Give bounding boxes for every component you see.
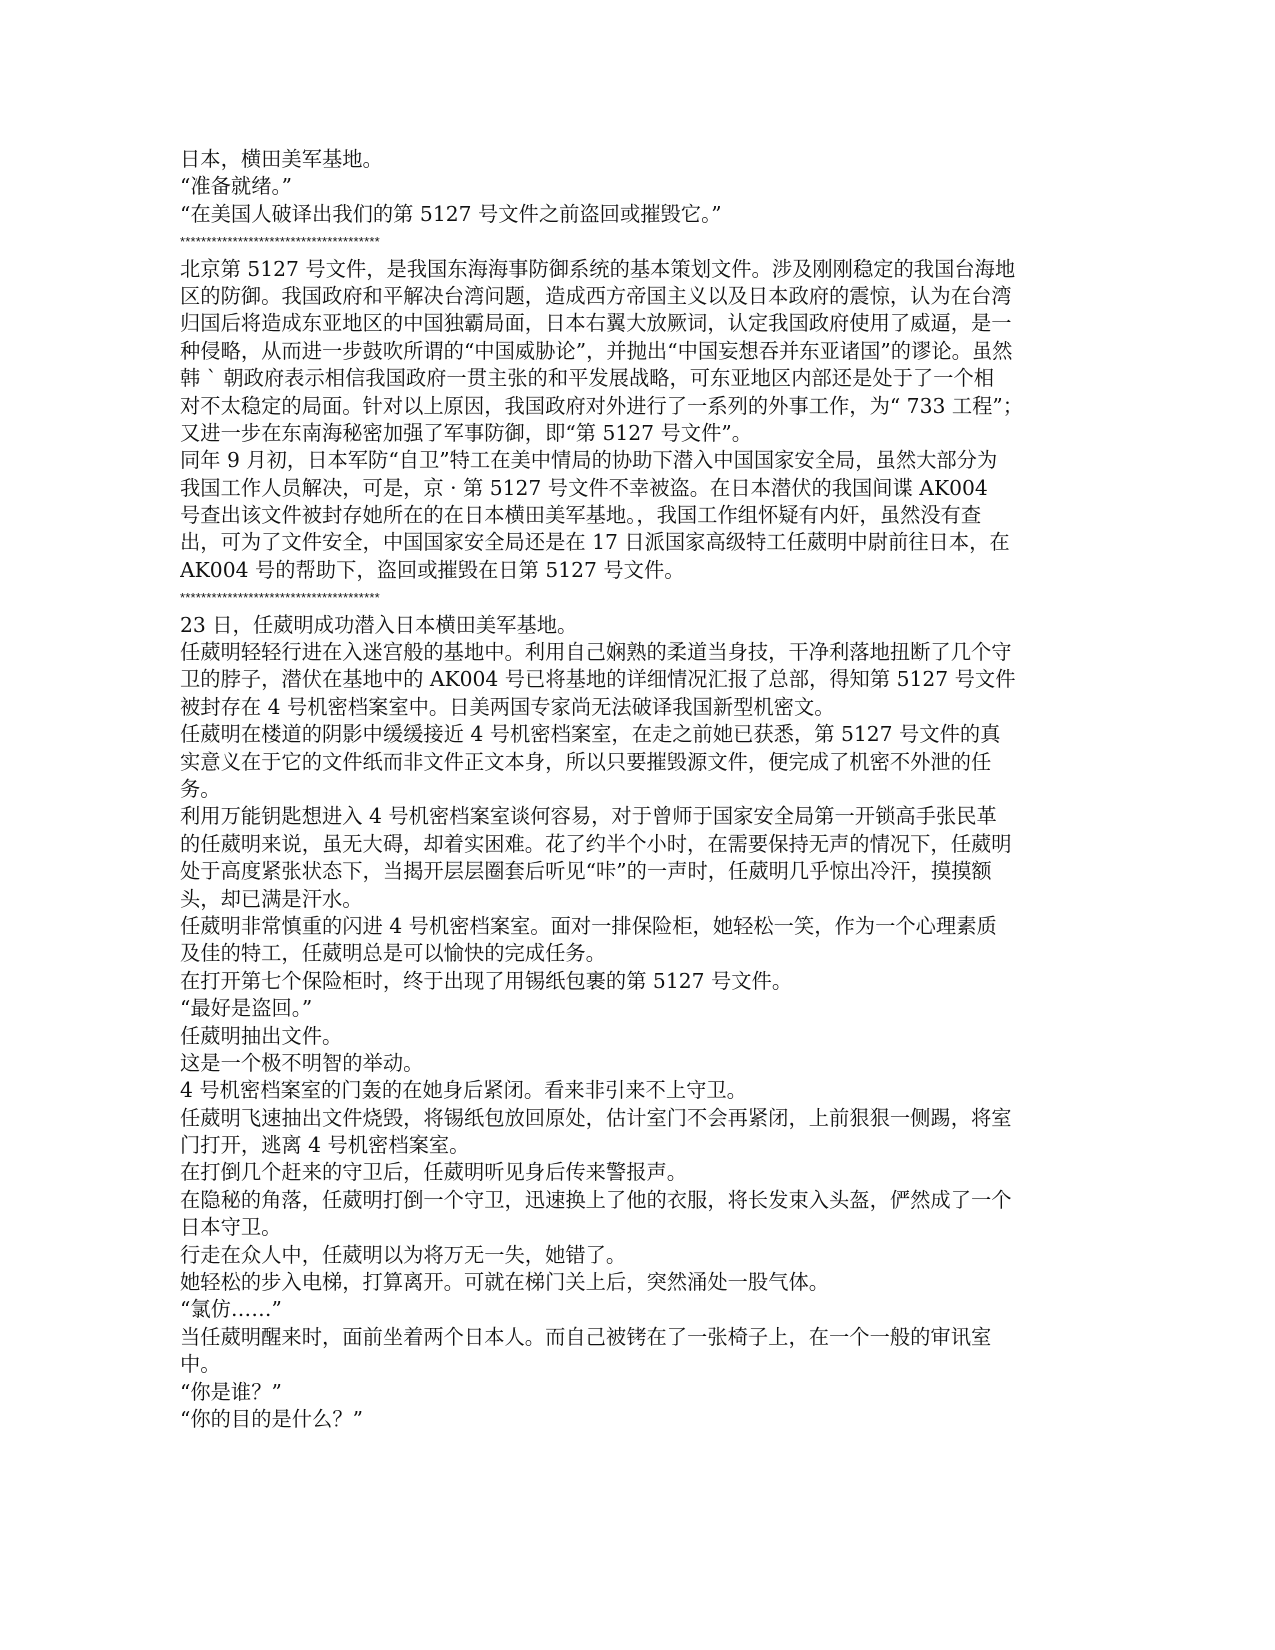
separator-line: ************************************** (180, 234, 380, 250)
text-line: 同年 9 月初，日本军防“自卫”特工在美中情局的协助下潜入中国国家安全局，虽然大部分为 (180, 448, 998, 473)
text-line: 头，却已满是汗水。 (180, 886, 363, 911)
text-line: 种侵略，从而进一步鼓吹所谓的“中国威胁论”，并抛出“中国妄想吞并东亚诸国”的谬论。虽然 (180, 338, 1013, 363)
text-line: 门打开，逃离 4 号机密档案室。 (180, 1133, 470, 1158)
text-line: 这是一个极不明智的举动。 (180, 1050, 424, 1075)
text-line: 实意义在于它的文件纸而非文件正文本身，所以只要摧毁源文件，便完成了机密不外泄的任 (180, 749, 992, 774)
text-line: 利用万能钥匙想进入 4 号机密档案室谈何容易，对于曾师于国家安全局第一开锁高手张民革 (180, 804, 997, 829)
text-line: 又进一步在东南海秘密加强了军事防御，即“第 5127 号文件”。 (180, 420, 752, 445)
text-line: 卫的脖子，潜伏在基地中的 AK004 号已将基地的详细情况汇报了总部，得知第 5127 号文件 (180, 667, 1016, 692)
text-line: 中。 (180, 1352, 221, 1377)
text-line: 日本，横田美军基地。 (180, 147, 383, 171)
text-line: 任葳明非常慎重的闪进 4 号机密档案室。面对一排保险柜，她轻松一笑，作为一个心理素质 (180, 913, 997, 938)
text-line: 当任葳明醒来时，面前坐着两个日本人。而自己被铐在了一张椅子上，在一个一般的审讯室 (180, 1324, 992, 1349)
text-line: 我国工作人员解决，可是，京 · 第 5127 号文件不幸被盗。在日本潜伏的我国间谍 AK004 (180, 475, 988, 500)
text-line: 号查出该文件被封存她所在的在日本横田美军基地。，我国工作组怀疑有内奸，虽然没有查 (180, 503, 982, 528)
text-line: “在美国人破译出我们的第 5127 号文件之前盗回或摧毁它。” (180, 201, 722, 226)
text-line: 任葳明抽出文件。 (180, 1023, 343, 1048)
text-line: 在打开第七个保险柜时，终于出现了用锡纸包裹的第 5127 号文件。 (180, 968, 793, 993)
text-line: 任葳明轻轻行进在入迷宫般的基地中。利用自己娴熟的柔道当身技，干净利落地扭断了几个守 (180, 640, 1012, 665)
text-line: 归国后将造成东亚地区的中国独霸局面，日本右翼大放厥词，认定我国政府使用了威逼，是一 (180, 311, 1012, 336)
text-line: 在隐秘的角落，任葳明打倒一个守卫，迅速换上了他的衣服，将长发束入头盔，俨然成了一个 (180, 1187, 1012, 1212)
text-line: “你是谁？” (180, 1379, 282, 1404)
text-line: 区的防御。我国政府和平解决台湾问题，造成西方帝国主义以及日本政府的震惊，认为在台湾 (180, 283, 1012, 308)
text-line: 行走在众人中，任葳明以为将万无一失，她错了。 (180, 1242, 627, 1267)
text-line: 韩 ` 朝政府表示相信我国政府一贯主张的和平发展战略，可东亚地区内部还是处于了一个相 (180, 366, 995, 391)
text-line: 北京第 5127 号文件，是我国东海海事防御系统的基本策划文件。涉及刚刚稳定的我国台海地 (180, 256, 1016, 281)
text-line: AK004 号的帮助下，盗回或摧毁在日第 5127 号文件。 (180, 557, 685, 582)
text-line: 处于高度紧张状态下，当揭开层层圈套后听见“咔”的一声时，任葳明几乎惊出冷汗，摸摸额 (180, 859, 992, 884)
text-line: “你的目的是什么？” (180, 1406, 363, 1431)
document-body (180, 146, 1084, 1433)
text-line: 日本守卫。 (180, 1215, 282, 1240)
text-line: 23 日，任葳明成功潜入日本横田美军基地。 (180, 612, 578, 637)
text-line: 她轻松的步入电梯，打算离开。可就在梯门关上后，突然涌处一股气体。 (180, 1270, 830, 1295)
text-line: 对不太稳定的局面。针对以上原因，我国政府对外进行了一系列的外事工作，为“ 733 工程”； (180, 393, 1024, 418)
text-line: 任葳明飞速抽出文件烧毁，将锡纸包放回原处，估计室门不会再紧闭，上前狠狠一侧踢，将室 (180, 1105, 1012, 1130)
separator-line: ************************************** (180, 590, 380, 606)
text-line: 在打倒几个赶来的守卫后，任葳明听见身后传来警报声。 (180, 1160, 688, 1185)
text-line: “氯仿……” (180, 1297, 282, 1322)
text-line: “最好是盗回。” (180, 996, 313, 1021)
text-line: 4 号机密档案室的门轰的在她身后紧闭。看来非引来不上守卫。 (180, 1078, 747, 1103)
text-line: 被封存在 4 号机密档案室中。日美两国专家尚无法破译我国新型机密文。 (180, 694, 835, 719)
text-line: 务。 (180, 776, 221, 801)
text-line: 任葳明在楼道的阴影中缓缓接近 4 号机密档案室，在走之前她已获悉，第 5127 号文件的真 (180, 722, 1001, 747)
text-line: 的任葳明来说，虽无大碍，却着实困难。花了约半个小时，在需要保持无声的情况下，任葳明 (180, 831, 1012, 856)
text-line: “准备就绪。” (180, 174, 292, 199)
text-line: 及佳的特工，任葳明总是可以愉快的完成任务。 (180, 941, 606, 966)
text-line: 出，可为了文件安全，中国国家安全局还是在 17 日派国家高级特工任葳明中尉前往日本，在 (180, 530, 1010, 555)
